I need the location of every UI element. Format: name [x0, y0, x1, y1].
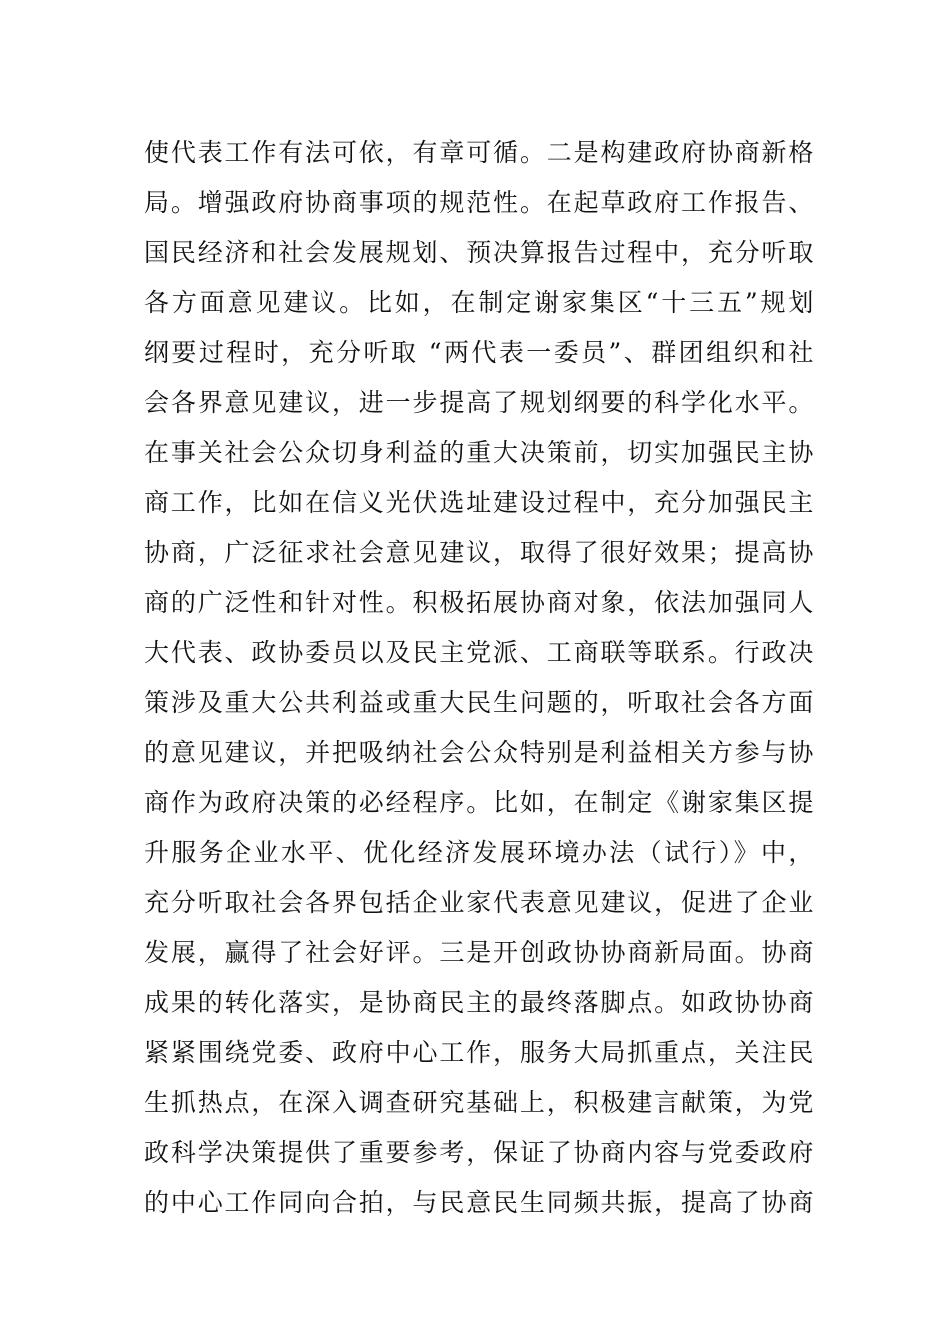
text-line: 充分听取社会各界包括企业家代表意见建议，促进了企业 [144, 888, 814, 917]
text-line: 政科学决策提供了重要参考，保证了协商内容与党委政府 [144, 1138, 814, 1167]
text-line: 生抓热点，在深入调查研究基础上，积极建言献策，为党 [144, 1088, 814, 1117]
text-line: 在事关社会公众切身利益的重大决策前，切实加强民主协 [144, 438, 814, 467]
text-line: 商的广泛性和针对性。积极拓展协商对象，依法加强同人 [144, 588, 814, 617]
text-line: 的意见建议，并把吸纳社会公众特别是利益相关方参与协 [144, 738, 814, 767]
text-line: 商工作，比如在信义光伏选址建设过程中，充分加强民主 [144, 488, 814, 517]
text-line: 紧紧围绕党委、政府中心工作，服务大局抓重点，关注民 [144, 1038, 814, 1067]
text-line: 国民经济和社会发展规划、预决算报告过程中，充分听取 [144, 238, 814, 267]
text-line: 发展，赢得了社会好评。三是开创政协协商新局面。协商 [144, 938, 814, 967]
text-line: 协商，广泛征求社会意见建议，取得了很好效果；提高协 [144, 538, 814, 567]
text-line: 局。增强政府协商事项的规范性。在起草政府工作报告、 [144, 188, 814, 217]
text-line: 商作为政府决策的必经程序。比如，在制定《谢家集区提 [144, 788, 814, 817]
text-line: 各方面意见建议。比如，在制定谢家集区“十三五”规划 [144, 288, 814, 317]
text-line: 升服务企业水平、优化经济发展环境办法（试行）》中， [144, 838, 814, 867]
text-line: 策涉及重大公共利益或重大民生问题的，听取社会各方面 [144, 688, 814, 717]
text-line: 使代表工作有法可依，有章可循。二是构建政府协商新格 [144, 138, 814, 167]
text-line: 纲要过程时，充分听取 “两代表一委员”、群团组织和社 [144, 338, 814, 367]
text-line: 会各界意见建议，进一步提高了规划纲要的科学化水平。 [144, 388, 814, 417]
text-line: 的中心工作同向合拍，与民意民生同频共振，提高了协商 [144, 1188, 814, 1217]
body-paragraph [144, 128, 814, 1228]
text-line: 成果的转化落实，是协商民主的最终落脚点。如政协协商 [144, 988, 814, 1017]
text-line: 大代表、政协委员以及民主党派、工商联等联系。行政决 [144, 638, 814, 667]
